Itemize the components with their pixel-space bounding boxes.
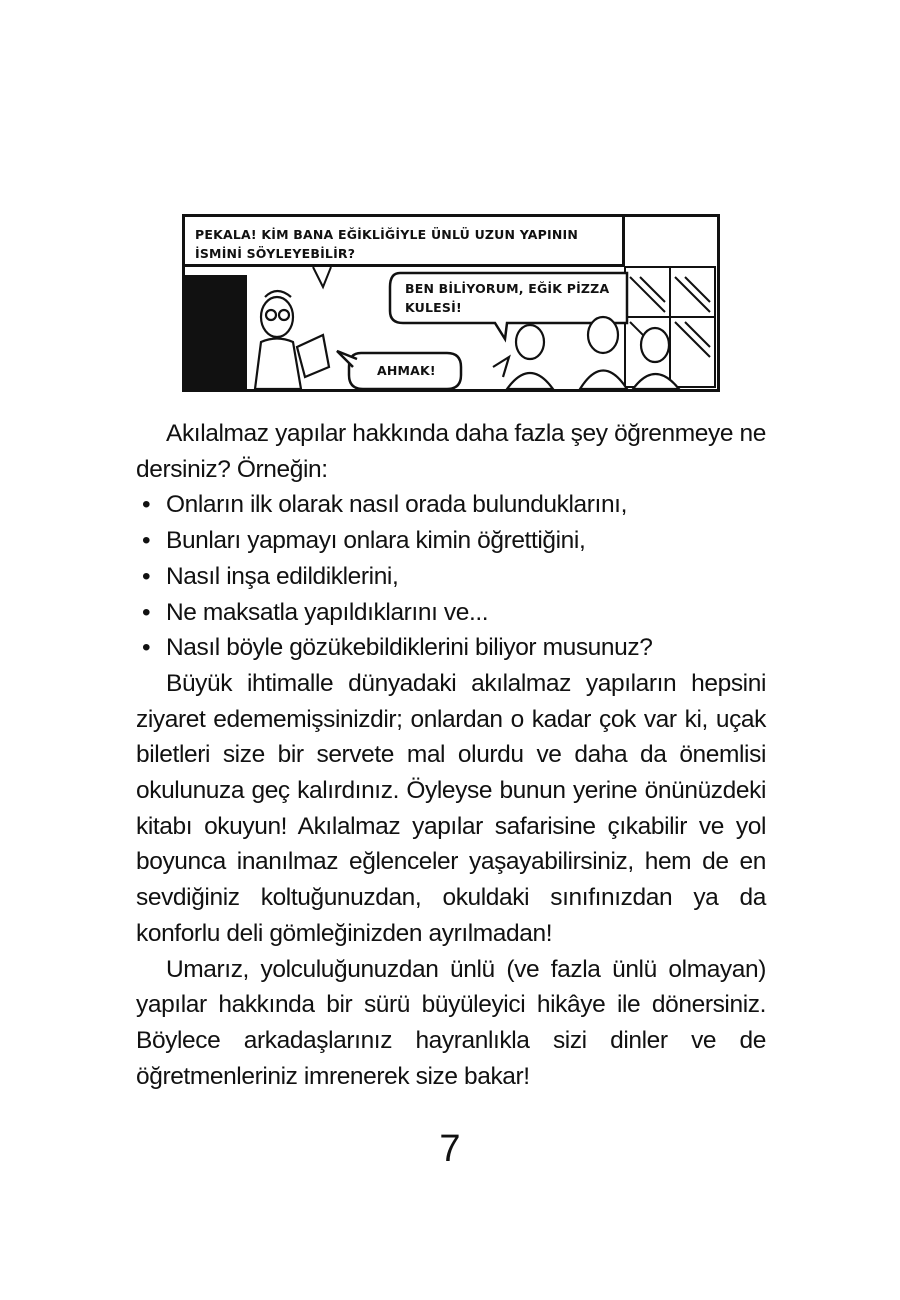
list-item: • Onların ilk olarak nasıl orada bulunduklarını, (136, 487, 766, 523)
bullet-symbol: • (142, 598, 151, 626)
bullet-symbol: • (142, 562, 151, 590)
bullet-symbol: • (142, 634, 151, 662)
list-item: • Nasıl böyle gözükebildiklerini biliyor musunuz? (136, 630, 766, 666)
intro-paragraph: Akılalmaz yapılar hakkında daha fazla şey öğrenmeye ne dersiniz? Örneğin: (136, 420, 766, 483)
question-list (136, 487, 766, 666)
speech-bubble-answer: BEN BİLİYORUM, EĞİK PİZZA KULESİ! (405, 281, 610, 315)
speech-bubble-insult: AHMAK! (377, 363, 436, 378)
body-text (136, 416, 766, 1094)
bullet-symbol: • (142, 527, 151, 555)
comic-caption: PEKALA! KİM BANA EĞİKLİĞİYLE ÜNLÜ UZUN YAPININ İSMİNİ SÖYLEYEBİLİR? (185, 217, 625, 267)
paragraph-safari: Büyük ihtimalle dünyadaki akılalmaz yapıların hepsini ziyaret edememişsinizdir; onlardan o kadar çok var ki, uçak biletleri size bir servete mal olurdu ve daha da önemlisi okulunuza geç kalırdınız. Öyleyse bunun yerine önünüzdeki kitabı okuyun! Akılalmaz yapılar safarisine çıkabilir ve yol boyunca inanılmaz eğlenceler yaşayabilirsiniz, hem de en sevdiğiniz koltuğunuzdan, okuldaki sınıfınızdan ya da konforlu deli gömleğinizden ayrılmadan! (136, 669, 766, 947)
cartoon-panel (182, 214, 720, 392)
list-item: • Ne maksatla yapıldıklarını ve... (136, 595, 766, 631)
paragraph-closing: Umarız, yolculuğunuzdan ünlü (ve fazla ünlü olmayan) yapılar hakkında bir sürü büyüleyici hikâye ile dönersiniz. Böylece arkadaşlarınız hayranlıkla sizi dinler ve de öğretmenleriniz imrenerek size bakar! (136, 955, 766, 1090)
list-item: • Bunları yapmayı onlara kimin öğrettiğini, (136, 523, 766, 559)
list-item: • Nasıl inşa edildiklerini, (136, 559, 766, 595)
page-number: 7 (439, 1128, 461, 1170)
bullet-symbol: • (142, 491, 151, 519)
